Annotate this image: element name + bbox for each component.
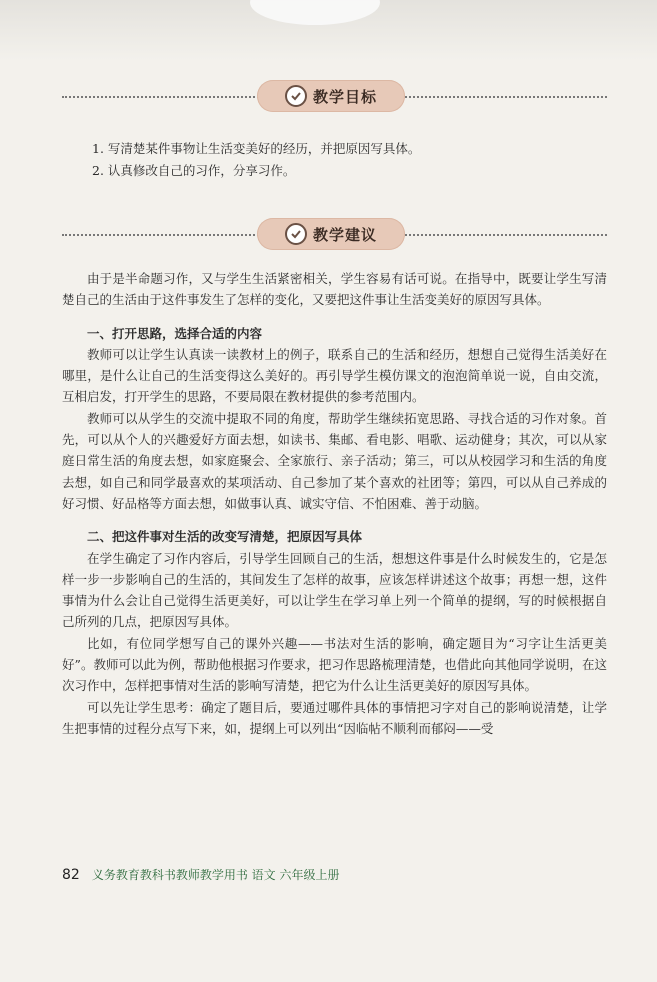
advice-title: 教学建议 [312,225,377,244]
goal-item: 2. 认真修改自己的习作，分享习作。 [92,163,296,178]
page-footer [62,866,607,883]
advice-body [62,268,607,739]
goal-item: 1. 写清楚某件事物让生活变美好的经历，并把原因写具体。 [92,141,421,156]
goals-list [92,138,592,182]
part2-paragraph-3: 可以先让学生思考：确定了题目后，要通过哪件具体的事情把习字对自己的影响说清楚，让学生把事情的过程分点写下来，如，提纲上可以列出“因临帖不顺利而郁闷——受 [62,699,607,736]
page-number: 82 [62,867,80,883]
part2-paragraph-2: 比如，有位同学想写自己的课外兴趣——书法对生活的影响，确定题目为“习字让生活更美好”。教师可以此为例，帮助他根据习作要求，把习作思路梳理清楚，也借此向其他同学说明，在这次习作中，怎样把事情对生活的影响写清楚，把它为什么让生活更美好的原因写具体。 [62,635,607,694]
part1-heading: 一、打开思路，选择合适的内容 [87,325,263,341]
check-circle-icon [285,85,307,107]
check-circle-icon [285,223,307,245]
advice-section-header [62,218,607,252]
goals-section-header [62,80,607,114]
advice-title-badge [257,218,405,250]
goals-title-badge [257,80,405,112]
part2-paragraph-1: 在学生确定了习作内容后，引导学生回顾自己的生活，想想这件事是什么时候发生的，它是怎样一步一步影响自己的生活的，其间发生了怎样的故事，应该怎样讲述这个故事；再想一想，这件事情为什么会让自己觉得生活更美好，可以让学生在学习单上列一个简单的提纲，写的时候根据自己所列的几点，把原因写具体。 [62,550,607,630]
goals-title: 教学目标 [312,87,377,106]
part2-heading: 二、把这件事对生活的改变写清楚，把原因写具体 [87,529,363,545]
intro-paragraph: 由于是半命题习作，又与学生生活紧密相关，学生容易有话可说。在指导中，既要让学生写清楚自己的生活由于这件事发生了怎样的变化，又要把这件事让生活变美好的原因写具体。 [62,271,607,308]
book-title: 义务教育教科书教师教学用书 语文 六年级上册 [91,868,340,882]
part1-paragraph-1: 教师可以让学生认真读一读教材上的例子，联系自己的生活和经历，想想自己觉得生活美好在哪里，是什么让自己的生活变得这么美好的。再引导学生模仿课文的泡泡简单说一说，自由交流，互相启发，打开学生的思路，不要局限在教材提供的参考范围内。 [62,346,607,405]
part1-paragraph-2: 教师可以从学生的交流中提取不同的角度，帮助学生继续拓宽思路、寻找合适的习作对象。首先，可以从个人的兴趣爱好方面去想，如读书、集邮、看电影、唱歌、运动健身；其次，可以从家庭日常生活的角度去想，如家庭聚会、全家旅行、亲子活动；第三，可以从校园学习和生活的角度去想，如自己和同学最喜欢的某项活动、自己参加了某个喜欢的社团等；第四，可以从自己养成的好习惯、好品格等方面去想，如做事认真、诚实守信、不怕困难、善于动脑。 [62,410,607,511]
